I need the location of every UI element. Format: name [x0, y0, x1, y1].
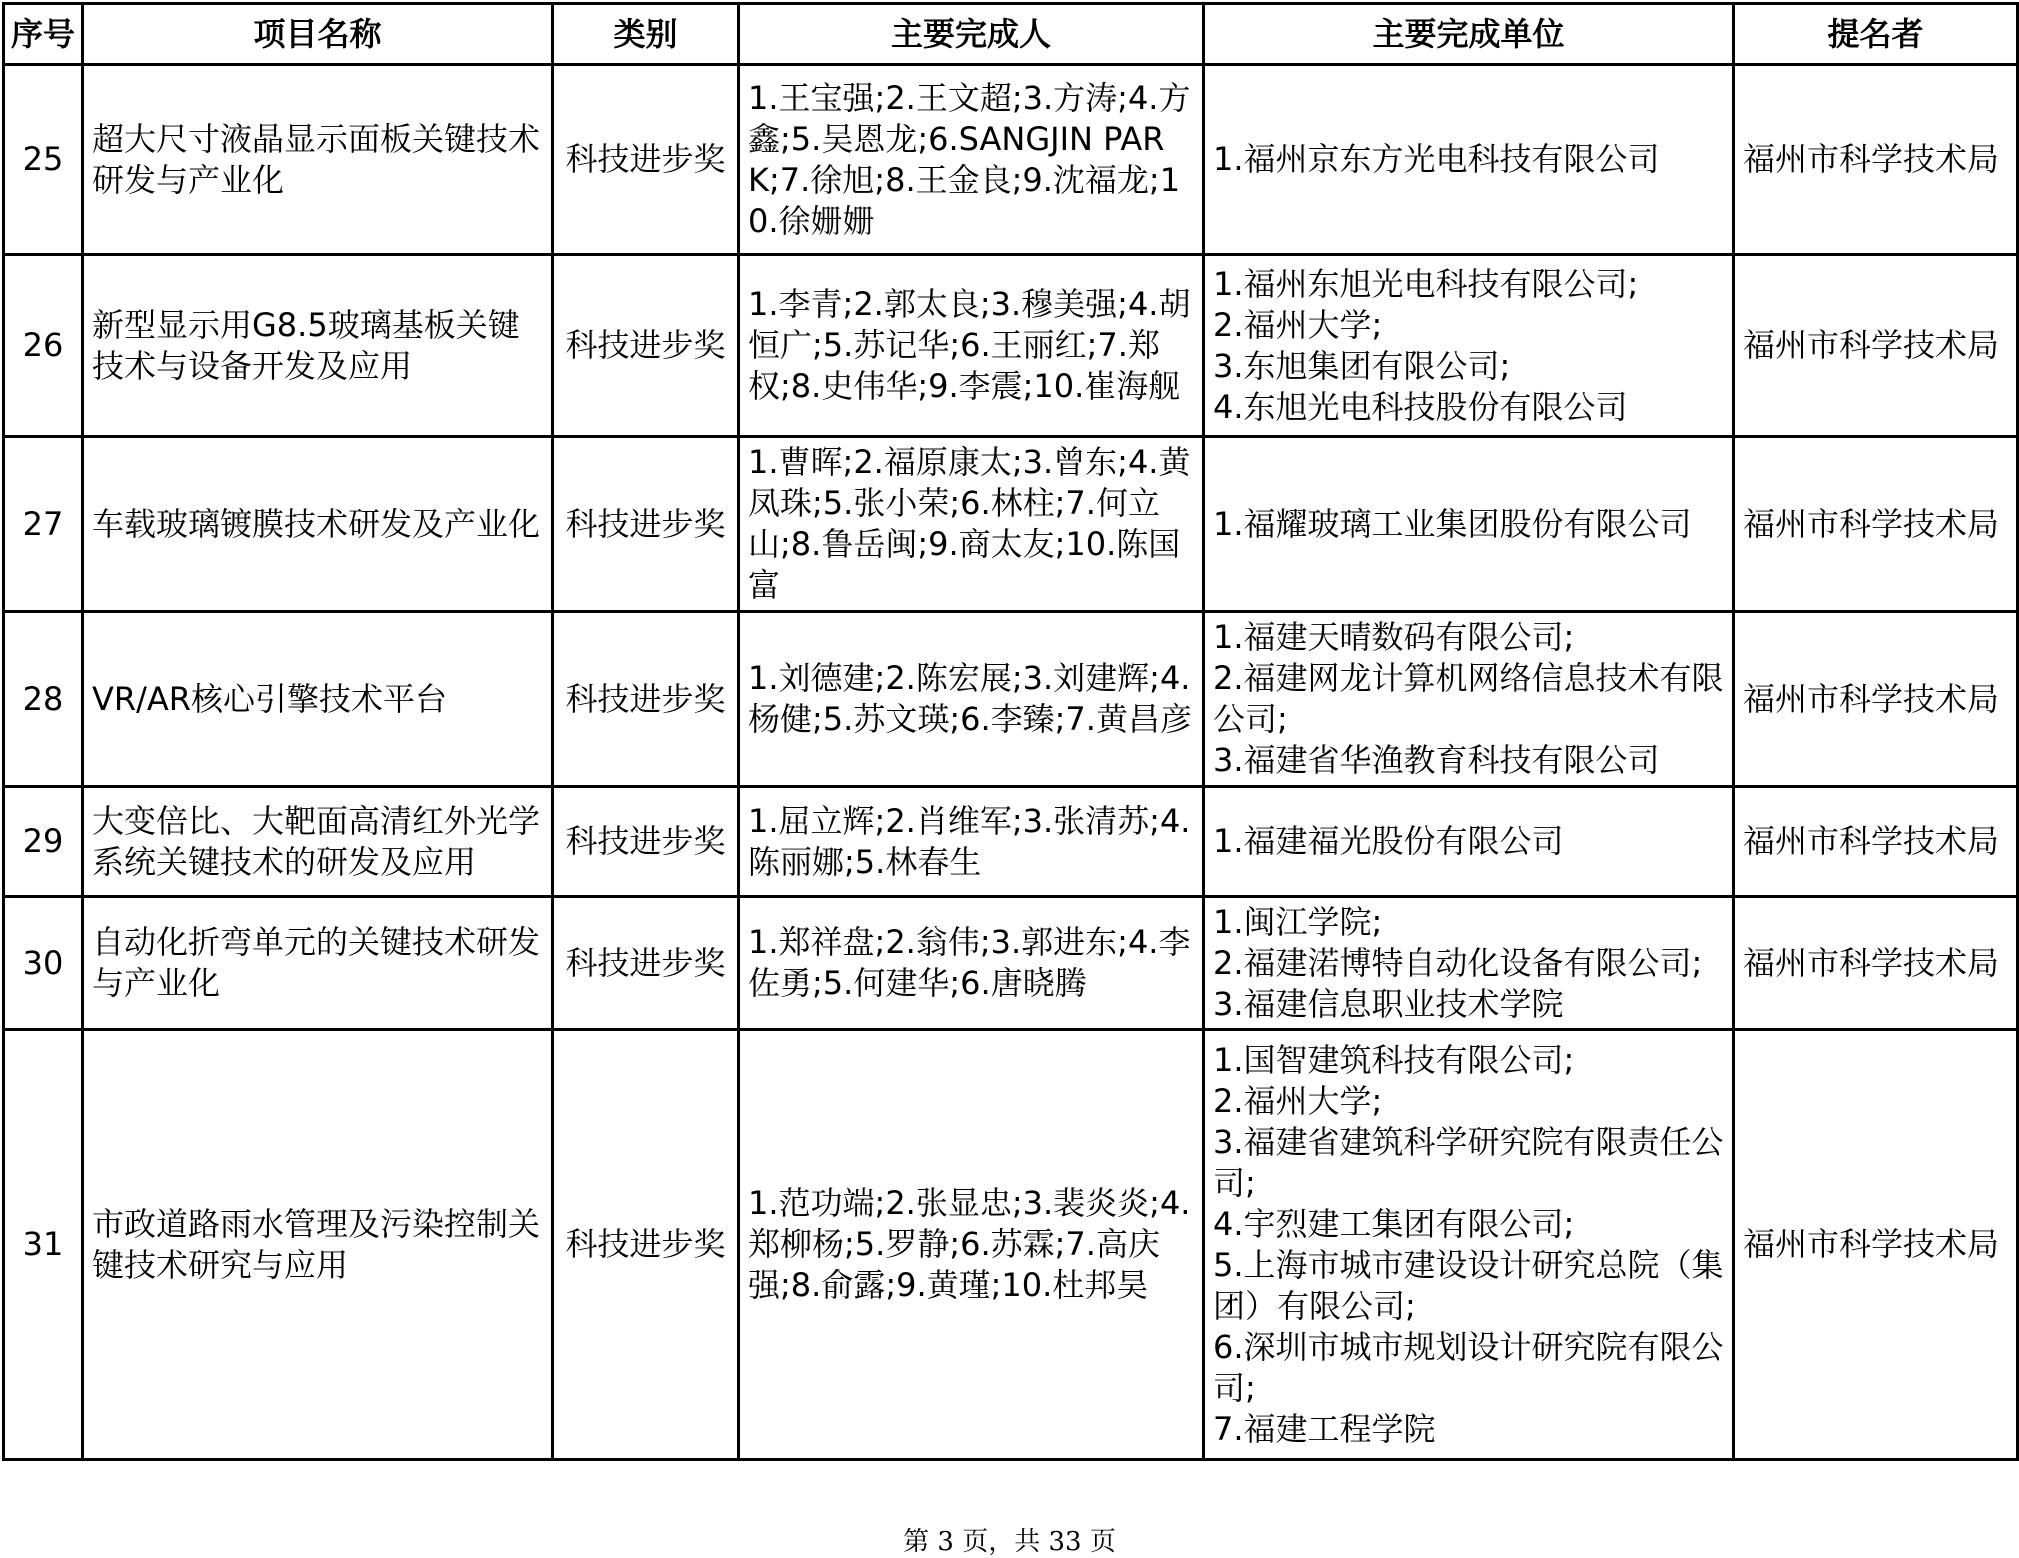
award-category: 科技进步奖 [553, 437, 739, 612]
project-name: 市政道路雨水管理及污染控制关键技术研究与应用 [83, 1030, 553, 1460]
table-row [4, 1030, 2018, 1460]
unit-line: 5.上海市城市建设设计研究总院（集团）有限公司; [1213, 1245, 1724, 1325]
award-table [2, 2, 2019, 1461]
unit-line: 4.东旭光电科技股份有限公司 [1213, 387, 1628, 426]
table-row [4, 65, 2018, 255]
unit-line: 3.东旭集团有限公司; [1213, 346, 1511, 385]
nominator: 福州市科学技术局 [1734, 255, 2018, 437]
unit-line: 3.福建省华渔教育科技有限公司 [1213, 741, 1660, 779]
table-row [4, 787, 2018, 897]
nominator: 福州市科学技术局 [1734, 1030, 2018, 1460]
unit-line: 2.福州大学; [1213, 1081, 1383, 1120]
award-category: 科技进步奖 [553, 65, 739, 255]
row-number: 27 [4, 437, 83, 612]
award-category: 科技进步奖 [553, 787, 739, 897]
unit-line: 1.福州东旭光电科技有限公司; [1213, 264, 1639, 303]
table-row [4, 612, 2018, 787]
header-name: 项目名称 [83, 4, 553, 65]
nominator: 福州市科学技术局 [1734, 612, 2018, 787]
unit-line: 4.宇烈建工集团有限公司; [1213, 1204, 1575, 1243]
row-number: 28 [4, 612, 83, 787]
header-units: 主要完成单位 [1204, 4, 1734, 65]
header-people: 主要完成人 [739, 4, 1204, 65]
page-footer: 第 3 页，共 33 页 [903, 1527, 1116, 1557]
unit-line: 1.福建天晴数码有限公司; [1213, 618, 1575, 656]
row-number: 30 [4, 897, 83, 1030]
main-contributors: 1.范功端;2.张显忠;3.裴炎炎;4.郑柳杨;5.罗静;6.苏霖;7.高庆强;8.俞露;9.黄瑾;10.杜邦昊 [739, 1030, 1204, 1460]
row-number: 25 [4, 65, 83, 255]
main-contributors: 1.屈立辉;2.肖维军;3.张清苏;4.陈丽娜;5.林春生 [739, 787, 1204, 897]
main-contributors: 1.曹晖;2.福原康太;3.曾东;4.黄凤珠;5.张小荣;6.林柱;7.何立山;8.鲁岳闽;9.商太友;10.陈国富 [739, 437, 1204, 612]
project-name: 车载玻璃镀膜技术研发及产业化 [83, 437, 553, 612]
nominator: 福州市科学技术局 [1734, 65, 2018, 255]
header-row [4, 4, 2018, 65]
main-units [1204, 65, 1734, 255]
unit-line: 1.国智建筑科技有限公司; [1213, 1040, 1575, 1079]
nominator: 福州市科学技术局 [1734, 787, 2018, 897]
table-row [4, 255, 2018, 437]
project-name: 大变倍比、大靶面高清红外光学系统关键技术的研发及应用 [83, 787, 553, 897]
table-row [4, 437, 2018, 612]
main-contributors: 1.李青;2.郭太良;3.穆美强;4.胡恒广;5.苏记华;6.王丽红;7.郑权;8.史伟华;9.李震;10.崔海舰 [739, 255, 1204, 437]
award-category: 科技进步奖 [553, 897, 739, 1030]
row-number: 26 [4, 255, 83, 437]
main-units [1204, 612, 1734, 787]
award-category: 科技进步奖 [553, 255, 739, 437]
main-units [1204, 787, 1734, 897]
project-name: 超大尺寸液晶显示面板关键技术研发与产业化 [83, 65, 553, 255]
unit-line: 7.福建工程学院 [1213, 1409, 1436, 1448]
unit-line: 1.福州京东方光电科技有限公司 [1213, 140, 1660, 178]
header-category: 类别 [553, 4, 739, 65]
table-body [4, 65, 2018, 1460]
unit-line: 3.福建信息职业技术学院 [1213, 984, 1564, 1023]
nominator: 福州市科学技术局 [1734, 437, 2018, 612]
unit-line: 3.福建省建筑科学研究院有限责任公司; [1213, 1122, 1724, 1202]
unit-line: 6.深圳市城市规划设计研究院有限公司; [1213, 1327, 1724, 1407]
main-contributors: 1.王宝强;2.王文超;3.方涛;4.方鑫;5.吴恩龙;6.SANGJIN PARK;7.徐旭;8.王金良;9.沈福龙;10.徐姗姗 [739, 65, 1204, 255]
unit-line: 1.福建福光股份有限公司 [1213, 822, 1564, 860]
award-category: 科技进步奖 [553, 1030, 739, 1460]
project-name: VR/AR核心引擎技术平台 [83, 612, 553, 787]
unit-line: 1.福耀玻璃工业集团股份有限公司 [1213, 504, 1692, 543]
table-row [4, 897, 2018, 1030]
unit-line: 2.福建渃博特自动化设备有限公司; [1213, 943, 1703, 982]
row-number: 29 [4, 787, 83, 897]
main-units [1204, 437, 1734, 612]
project-name: 自动化折弯单元的关键技术研发与产业化 [83, 897, 553, 1030]
unit-line: 1.闽江学院; [1213, 902, 1383, 941]
project-name: 新型显示用G8.5玻璃基板关键技术与设备开发及应用 [83, 255, 553, 437]
nominator: 福州市科学技术局 [1734, 897, 2018, 1030]
main-units [1204, 897, 1734, 1030]
unit-line: 2.福州大学; [1213, 305, 1383, 344]
main-units [1204, 1030, 1734, 1460]
main-units [1204, 255, 1734, 437]
header-nominator: 提名者 [1734, 4, 2018, 65]
header-num: 序号 [4, 4, 83, 65]
row-number: 31 [4, 1030, 83, 1460]
main-contributors: 1.刘德建;2.陈宏展;3.刘建辉;4.杨健;5.苏文瑛;6.李臻;7.黄昌彦 [739, 612, 1204, 787]
table-header [4, 4, 2018, 65]
unit-line: 2.福建网龙计算机网络信息技术有限公司; [1213, 659, 1724, 738]
award-category: 科技进步奖 [553, 612, 739, 787]
main-contributors: 1.郑祥盘;2.翁伟;3.郭进东;4.李佐勇;5.何建华;6.唐晓腾 [739, 897, 1204, 1030]
